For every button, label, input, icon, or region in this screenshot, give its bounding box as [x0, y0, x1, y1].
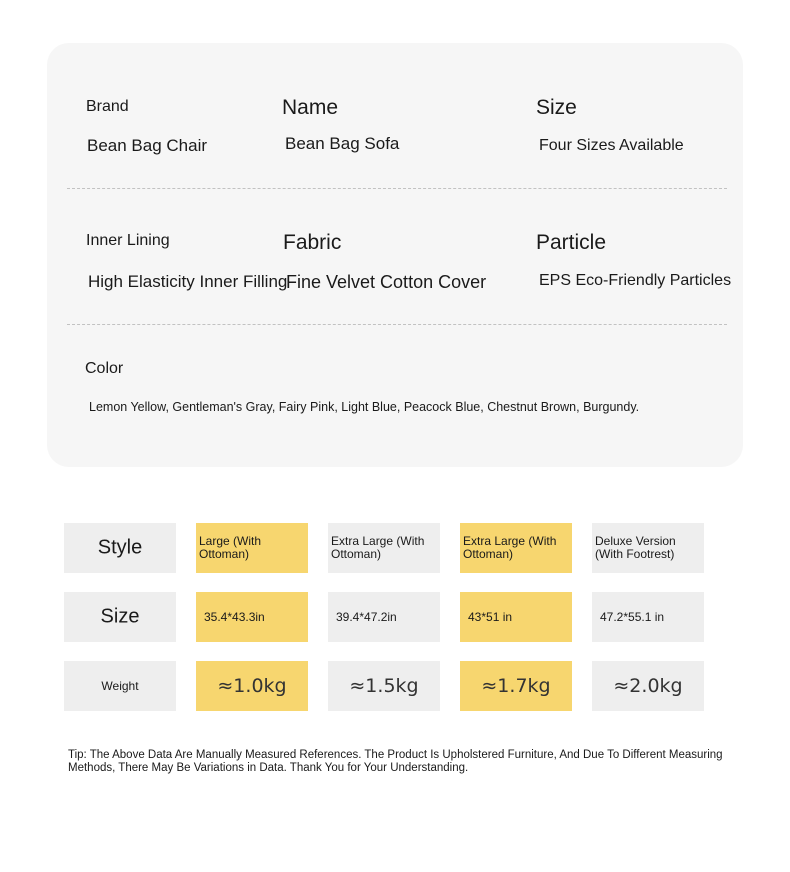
table-cell-style: [460, 523, 572, 573]
size-value: Four Sizes Available: [539, 137, 684, 154]
row-header-weight: [64, 661, 176, 711]
name-value: Bean Bag Sofa: [285, 134, 400, 153]
color-value: Lemon Yellow, Gentleman's Gray, Fairy Pink, Light Blue, Peacock Blue, Chestnut Brown, Burgundy.: [89, 400, 640, 414]
weight-text: ≈2.0kg: [613, 675, 683, 697]
fabric-value: Fine Velvet Cotton Cover: [286, 272, 487, 292]
table-cell-weight: [328, 661, 440, 711]
brand-label: Brand: [86, 98, 129, 115]
style-text: Extra Large (With Ottoman): [463, 534, 557, 561]
size-text: 43*51 in: [468, 610, 513, 624]
table-cell-style: [196, 523, 308, 573]
row-header-weight-label: Weight: [101, 679, 139, 693]
particle-label: Particle: [536, 231, 607, 254]
name-label: Name: [282, 96, 339, 119]
fabric-label: Fabric: [283, 231, 342, 254]
lining-label: Inner Lining: [86, 232, 170, 249]
style-text: Deluxe Version (With Footrest): [595, 534, 676, 561]
measurement-tip: Tip: The Above Data Are Manually Measured References. The Product Is Upholstered Furniture, And Due To Different Measuring Methods, There May Be Variations in Data. Thank You for Your Understanding.: [68, 749, 723, 774]
weight-text: ≈1.5kg: [349, 675, 419, 697]
table-cell-weight: [196, 661, 308, 711]
weight-text: ≈1.0kg: [217, 675, 287, 697]
table-cell-size: [592, 592, 704, 642]
style-text: Extra Large (With Ottoman): [331, 534, 425, 561]
row-header-size-label: Size: [100, 605, 140, 628]
particle-value: EPS Eco-Friendly Particles: [539, 272, 732, 289]
size-label: Size: [536, 96, 577, 119]
style-text: Large (With Ottoman): [199, 534, 262, 561]
divider: [67, 188, 727, 189]
brand-value: Bean Bag Chair: [87, 136, 208, 155]
lining-value: High Elasticity Inner Filling: [88, 272, 288, 291]
row-header-style: [64, 523, 176, 573]
table-cell-size: [460, 592, 572, 642]
spec-card: [47, 43, 743, 467]
table-cell-size: [328, 592, 440, 642]
weight-text: ≈1.7kg: [481, 675, 551, 697]
size-text: 47.2*55.1 in: [600, 610, 665, 624]
divider: [67, 324, 727, 325]
table-cell-weight: [592, 661, 704, 711]
table-cell-style: [328, 523, 440, 573]
table-cell-weight: [460, 661, 572, 711]
row-header-style-label: Style: [97, 536, 143, 559]
size-text: 39.4*47.2in: [336, 610, 397, 624]
color-label: Color: [85, 360, 124, 377]
table-cell-size: [196, 592, 308, 642]
row-header-size: [64, 592, 176, 642]
size-text: 35.4*43.3in: [204, 610, 265, 624]
table-cell-style: [592, 523, 704, 573]
